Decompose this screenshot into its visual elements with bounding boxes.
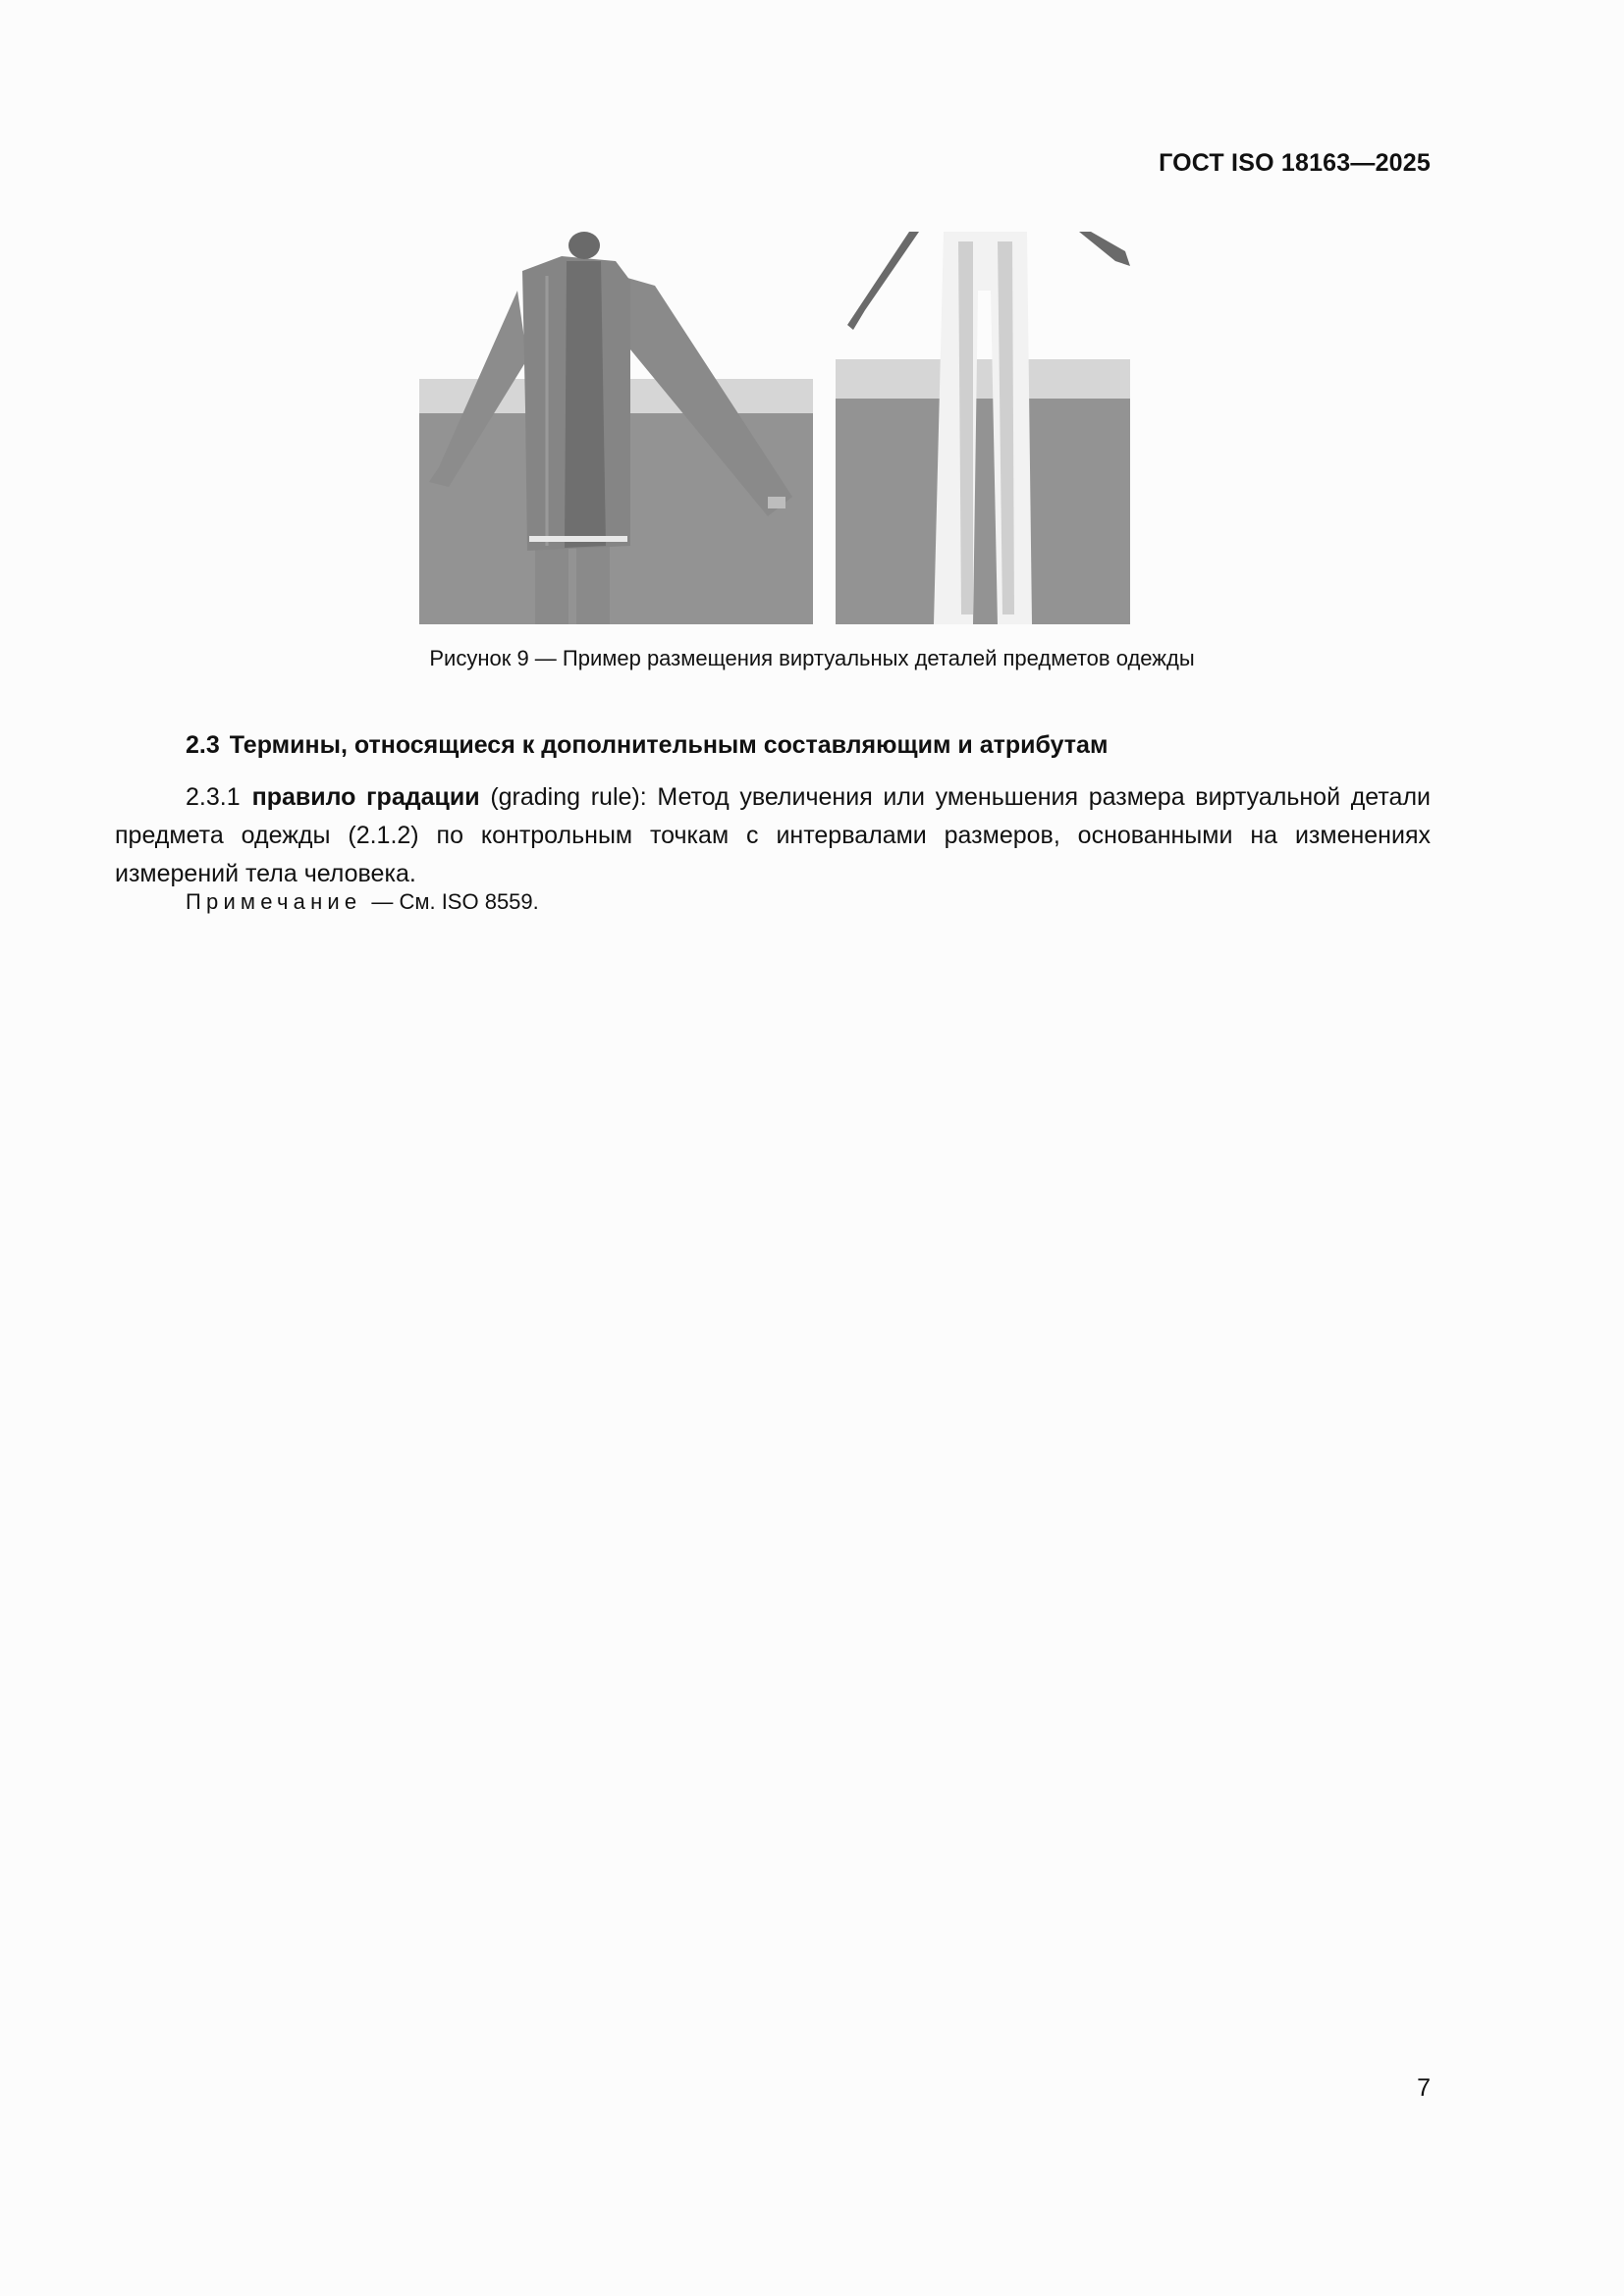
- section-title: Термины, относящиеся к дополнительным составляющим и атрибутам: [229, 731, 1109, 759]
- term-english: (grading rule): [490, 783, 640, 811]
- note-text: — См. ISO 8559.: [371, 889, 539, 914]
- section-number: 2.3: [186, 731, 220, 759]
- trousers-image: [836, 232, 1130, 624]
- term-number: 2.3.1: [186, 783, 241, 811]
- standard-header: ГОСТ ISO 18163—2025: [1159, 149, 1431, 177]
- term-definition: : Метод увеличения или уменьшения размера виртуальной детали предмета одежды (2.1.2) по контрольным точкам с интервалами размеров, основанными на изменениях измерений тела человека.: [115, 783, 1432, 887]
- page-number: 7: [1417, 2074, 1431, 2102]
- term-name: правило градации: [251, 783, 480, 811]
- figure-9: [419, 232, 1130, 624]
- note: [186, 889, 539, 915]
- figure-caption: Рисунок 9 — Пример размещения виртуальных деталей предметов одежды: [429, 646, 1195, 670]
- section-heading: [186, 731, 1108, 760]
- term-definition-paragraph: [115, 778, 1431, 893]
- note-label: Примечание: [186, 889, 362, 914]
- jacket-image: [419, 232, 813, 624]
